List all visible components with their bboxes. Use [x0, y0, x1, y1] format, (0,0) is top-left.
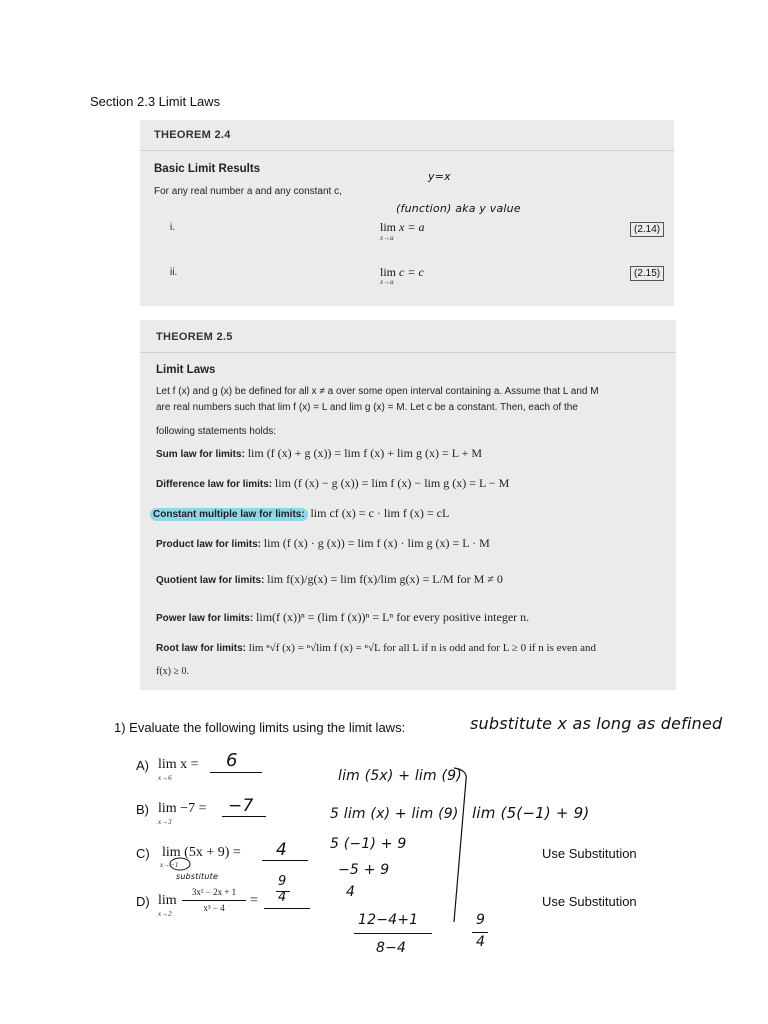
handwritten-work: 5 lim (x) + lim (9) [330, 806, 459, 822]
law-label: Root law for limits: [156, 643, 246, 654]
handwritten-answer: 6 [226, 750, 238, 771]
part-expression: lim −7 = [158, 801, 207, 816]
difference-law [156, 476, 509, 491]
theorem-intro: Let f (x) and g (x) be defined for all x ≠ a over some open interval containing a. Assume that L and M [156, 386, 599, 397]
fraction-bar [182, 900, 246, 901]
item-number: i. [170, 222, 175, 233]
answer-blank [262, 860, 308, 861]
equation-number: (2.14) [630, 222, 664, 237]
part-expression: lim (5x + 9) = [162, 845, 241, 860]
part-label: C) [136, 846, 150, 861]
theorem-intro: are real numbers such that lim f (x) = L and lim g (x) = M. Let c be a constant. Then, each of the [156, 402, 578, 413]
root-law [156, 642, 596, 654]
product-law [156, 536, 490, 551]
law-label: Difference law for limits: [156, 479, 273, 490]
law-formula: lim (f (x) · g (x)) = lim f (x) · lim g (x) = L · M [263, 536, 490, 550]
theorem-2-5-box [140, 320, 676, 690]
equals-sign: = [250, 893, 258, 908]
item-number: ii. [170, 267, 178, 278]
divider [140, 150, 674, 151]
fraction-bar [354, 933, 432, 934]
part-expression: lim [158, 893, 177, 908]
part-label: D) [136, 894, 150, 909]
equation-number: (2.15) [630, 266, 664, 281]
handwritten-work: lim (5x) + lim (9) [338, 768, 462, 784]
fraction-numerator: 3x² − 2x + 1 [191, 887, 237, 897]
lim-operator: lim [380, 220, 397, 234]
limit-subscript: x→3 [158, 818, 172, 826]
law-label: Quotient law for limits: [156, 575, 265, 586]
limit-body: c = c [399, 265, 424, 279]
handwritten-fraction-denominator: 8−4 [376, 940, 407, 956]
handwritten-work: −5 + 9 [338, 862, 390, 878]
fraction-denominator: x³ − 4 [203, 903, 225, 913]
lim-operator: lim [380, 265, 397, 279]
part-label: A) [136, 758, 149, 773]
highlighted-law-label: Constant multiple law for limits: [150, 508, 308, 521]
limit-body: x = a [399, 220, 425, 234]
limit-subscript: x→2 [158, 910, 172, 918]
law-label: Product law for limits: [156, 539, 262, 550]
handwritten-answer-numerator: 9 [278, 874, 287, 889]
substitution-note: Use Substitution [542, 894, 637, 909]
handwritten-note: substitute x as long as defined [470, 714, 723, 733]
part-label: B) [136, 802, 149, 817]
sum-law [156, 446, 482, 461]
theorem-subheader: Basic Limit Results [154, 163, 261, 175]
theorem-subheader: Limit Laws [156, 364, 216, 376]
root-law-tail: f(x) ≥ 0. [156, 666, 189, 677]
exercise-prompt: 1) Evaluate the following limits using the limit laws: [114, 720, 406, 735]
handwritten-answer-denominator: 4 [278, 890, 287, 905]
theorem-2-4-box [140, 120, 674, 306]
limit-subscript: x→a [380, 234, 394, 242]
law-formula: lim (f (x) − g (x)) = lim f (x) − lim g (x) = L − M [274, 476, 510, 490]
handwritten-note: substitute [176, 872, 219, 881]
law-formula: lim ⁿ√f (x) = ⁿ√lim f (x) = ⁿ√L for all L if n is odd and for L ≥ 0 if n is even and [248, 642, 597, 654]
quotient-law [156, 572, 503, 587]
limit-subscript: x→−1 [160, 861, 179, 869]
answer-blank [264, 908, 310, 909]
law-label: Sum law for limits: [156, 449, 245, 460]
bracket-annotation [450, 766, 480, 926]
law-formula: lim cf (x) = c · lim f (x) = cL [310, 506, 450, 520]
constant-multiple-law [150, 506, 449, 521]
handwritten-work: 4 [346, 884, 356, 900]
law-formula: lim (f (x) + g (x)) = lim f (x) + lim g (x) = L + M [247, 446, 483, 460]
law-formula: lim(f (x))ⁿ = (lim f (x))ⁿ = Lⁿ for every positive integer n. [256, 610, 530, 624]
law-label: Power law for limits: [156, 613, 254, 624]
answer-blank [222, 816, 266, 817]
part-expression: lim x = [158, 757, 199, 772]
power-law [156, 610, 529, 625]
theorem-header: THEOREM 2.4 [154, 129, 231, 141]
theorem-intro: following statements holds: [156, 426, 277, 437]
handwritten-fraction-numerator: 9 [476, 912, 486, 928]
theorem-header: THEOREM 2.5 [156, 331, 233, 343]
fraction-bar [472, 932, 488, 933]
answer-blank [210, 772, 262, 773]
handwritten-note: (function) aka y value [396, 202, 521, 215]
law-formula: lim f(x)/g(x) = lim f(x)/lim g(x) = L/M for M ≠ 0 [267, 572, 503, 586]
handwritten-answer: 4 [276, 840, 288, 860]
math-expression [380, 220, 424, 235]
handwritten-fraction-numerator: 12−4+1 [358, 912, 419, 928]
handwritten-work: 5 (−1) + 9 [330, 836, 407, 852]
handwritten-work: lim (5(−1) + 9) [472, 804, 590, 822]
theorem-intro: For any real number a and any constant c, [154, 186, 342, 197]
substitution-note: Use Substitution [542, 846, 637, 861]
handwritten-fraction-denominator: 4 [476, 934, 486, 950]
section-title: Section 2.3 Limit Laws [90, 94, 221, 109]
limit-subscript: x→a [380, 278, 394, 286]
handwritten-note: y=x [428, 170, 451, 183]
handwritten-answer: −7 [228, 796, 254, 816]
limit-subscript: x→6 [158, 774, 172, 782]
divider [140, 352, 676, 353]
